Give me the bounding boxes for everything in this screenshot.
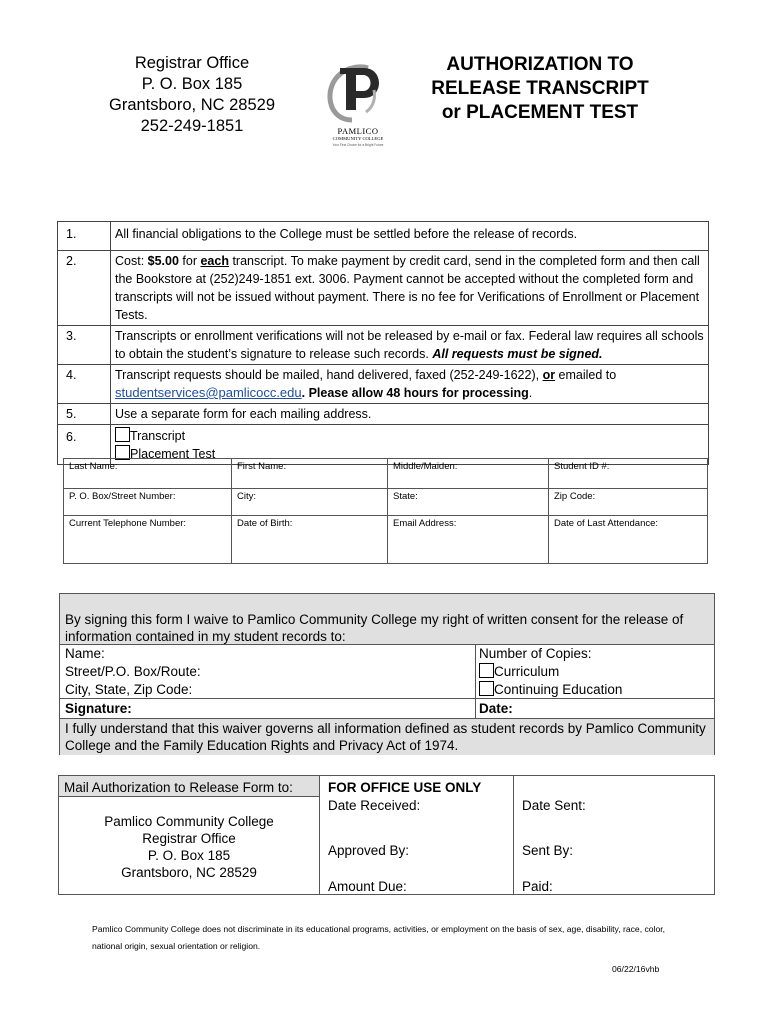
date-label[interactable]: Date:: [479, 701, 513, 716]
logo-name: PAMLICO: [337, 126, 379, 136]
placement-test-option[interactable]: Placement Test: [115, 445, 704, 463]
zip-code-field[interactable]: Zip Code:: [549, 489, 708, 516]
copies-label: Number of Copies:: [479, 646, 592, 661]
processing-note: . Please allow 48 hours for processing: [301, 386, 529, 400]
rule-number: 4.: [58, 365, 111, 404]
rule-number: 5.: [58, 404, 111, 425]
pamlico-p-logo-icon: [322, 60, 394, 126]
rule-number: 2.: [58, 251, 111, 326]
info-row: [64, 489, 708, 516]
date-of-birth-field[interactable]: Date of Birth:: [232, 516, 388, 564]
rule-text: All financial obligations to the College must be settled before the release of records.: [111, 222, 709, 251]
divider: [319, 776, 320, 894]
first-name-field[interactable]: First Name:: [232, 459, 388, 489]
paid-label[interactable]: Paid:: [522, 879, 553, 894]
student-id-field[interactable]: Student ID #:: [549, 459, 708, 489]
address-line: P. O. Box 185: [141, 75, 243, 93]
cost-value: $5.00: [147, 254, 179, 268]
waiver-closing: I fully understand that this waiver governs all information defined as student records by Pamlico Community College and the Family Education Rights and Privacy Act of 1974.: [65, 721, 706, 753]
form-version: 06/22/16vhb: [612, 964, 660, 974]
signature-label[interactable]: Signature:: [65, 701, 132, 716]
address-line: Grantsboro, NC 28529: [108, 96, 275, 114]
city-state-zip-label[interactable]: City, State, Zip Code:: [65, 682, 193, 697]
amount-due-label[interactable]: Amount Due:: [328, 879, 407, 894]
rule-text: Cost: $5.00 for each transcript. To make payment by credit card, send in the completed form and then call the Bookstore at (252)249-1851 ext. 3006. Payment cannot be accepted without the completed form and transcripts will not be issued without payment. There is no fee for Verifications of Enrollment or Placement Tests.: [111, 251, 709, 326]
street-number-field[interactable]: P. O. Box/Street Number:: [64, 489, 232, 516]
title-line: or PLACEMENT TEST: [441, 102, 639, 123]
last-attendance-field[interactable]: Date of Last Attendance:: [549, 516, 708, 564]
date-received-label[interactable]: Date Received:: [328, 798, 421, 813]
city-field[interactable]: City:: [232, 489, 388, 516]
middle-name-field[interactable]: Middle/Maiden:: [388, 459, 549, 489]
rule-row: [58, 365, 709, 404]
address-line: 252-249-1851: [140, 117, 244, 135]
rules-table: [57, 221, 709, 465]
rule-row: [58, 222, 709, 251]
signature-emphasis: All requests must be signed.: [432, 347, 603, 361]
rule-number: 3.: [58, 326, 111, 365]
mail-header: Mail Authorization to Release Form to:: [64, 780, 293, 795]
rule-text: Transcripts or enrollment verifications will not be released by e-mail or fax. Federal law requires all schools to obtain the student’s signature to release such records. All requests must be signed.: [111, 326, 709, 365]
registrar-address: [60, 53, 324, 137]
rule-number: 6.: [58, 425, 111, 465]
rule-number: 1.: [58, 222, 111, 251]
divider: [475, 644, 476, 718]
rule-text: Use a separate form for each mailing address.: [111, 404, 709, 425]
transcript-checkbox[interactable]: [115, 427, 130, 442]
state-field[interactable]: State:: [388, 489, 549, 516]
name-label[interactable]: Name:: [65, 646, 105, 661]
divider: [60, 698, 714, 699]
continuing-education-option[interactable]: Continuing Education: [479, 681, 622, 698]
title-line: AUTHORIZATION TO: [446, 54, 634, 75]
transcript-option[interactable]: Transcript: [115, 427, 704, 445]
logo-tagline: Your First Choice for a Bright Future: [332, 143, 384, 147]
sent-by-label[interactable]: Sent By:: [522, 843, 574, 858]
rule-row: [58, 326, 709, 365]
mail-address-line: Grantsboro, NC 28529: [121, 865, 257, 880]
mail-address-line: P. O. Box 185: [147, 848, 231, 863]
curriculum-option[interactable]: Curriculum: [479, 663, 559, 680]
waiver-intro: By signing this form I waive to Pamlico Community College my right of written consent for the release of information contained in my student records to:: [65, 612, 684, 644]
title-line: RELEASE TRANSCRIPT: [431, 78, 649, 99]
rule-text: Transcript requests should be mailed, hand delivered, faxed (252-249-1622), or emailed to studentservices@pamlicocc.edu. Please allow 48 hours for processing.: [111, 365, 709, 404]
divider: [513, 776, 514, 894]
email-address-field[interactable]: Email Address:: [388, 516, 549, 564]
curriculum-checkbox[interactable]: [479, 663, 494, 678]
mail-address: [59, 813, 319, 881]
address-line: Registrar Office: [134, 54, 250, 72]
rule-row: [58, 251, 709, 326]
continuing-education-checkbox[interactable]: [479, 681, 494, 696]
or-emphasis: or: [542, 368, 556, 382]
date-sent-label[interactable]: Date Sent:: [522, 798, 586, 813]
info-row: [64, 459, 708, 489]
approved-by-label[interactable]: Approved By:: [328, 843, 410, 858]
last-name-field[interactable]: Last Name:: [64, 459, 232, 489]
nondiscrimination-statement: Pamlico Community College does not discriminate in its educational programs, activities, or employment on the basis of sex, age, disability, race, color, national origin, sexual orientation or religion.: [92, 924, 666, 951]
email-link[interactable]: studentservices@pamlicocc.edu: [115, 385, 302, 400]
rule-row: [58, 404, 709, 425]
form-title: [412, 53, 668, 125]
each-emphasis: each: [200, 254, 229, 268]
mail-address-line: Pamlico Community College: [104, 814, 274, 829]
info-row: [64, 516, 708, 564]
mail-address-line: Registrar Office: [142, 831, 236, 846]
student-info-table: [63, 458, 708, 564]
pamlico-logo: [322, 60, 394, 150]
office-use-title: FOR OFFICE USE ONLY: [328, 780, 482, 795]
telephone-field[interactable]: Current Telephone Number:: [64, 516, 232, 564]
waiver-section: [59, 593, 715, 755]
logo-subtitle: COMMUNITY COLLEGE: [332, 136, 384, 141]
mail-office-section: [58, 775, 715, 895]
street-label[interactable]: Street/P.O. Box/Route:: [65, 664, 201, 679]
